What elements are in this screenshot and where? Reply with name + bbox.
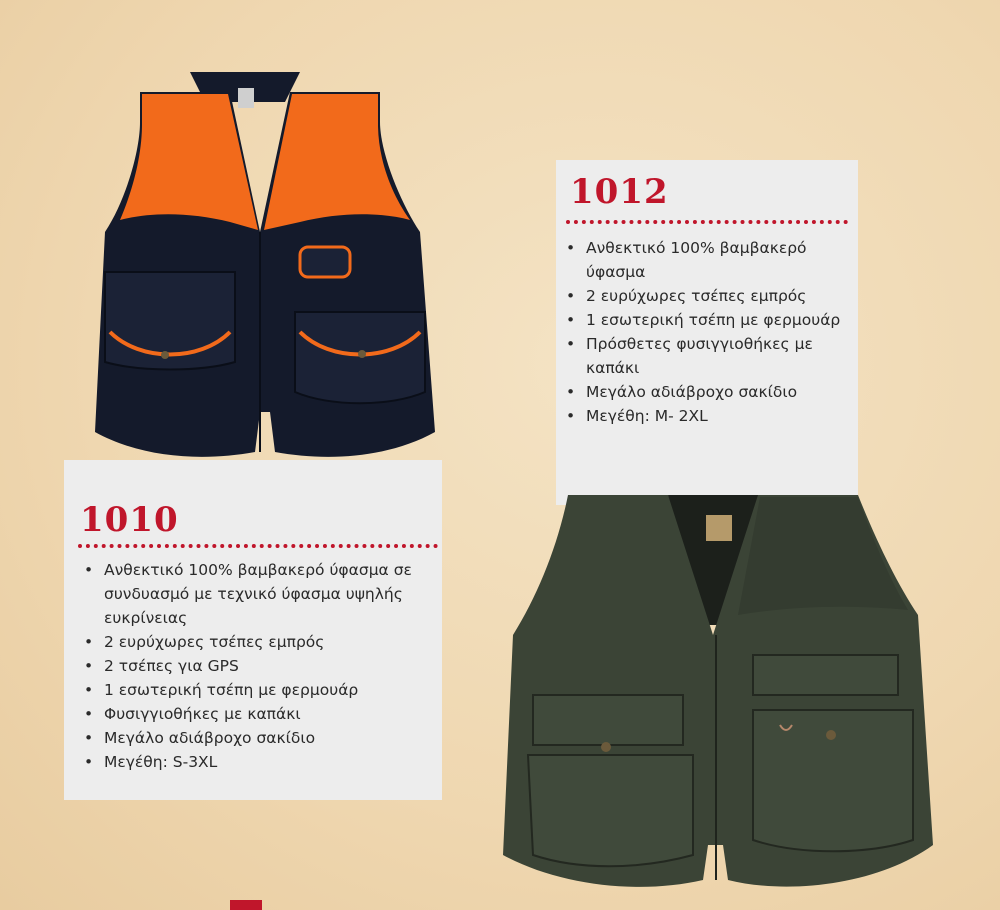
product-code: 1012 [570,172,669,212]
feature-list [82,558,430,774]
feature-list [564,236,844,428]
product-code: 1010 [80,500,179,540]
dotted-divider [78,544,438,548]
feature-item: • Πρόσθετες φυσιγγιοθήκες με καπάκι [564,332,844,380]
feature-item: • Ανθεκτικό 100% βαμβακερό ύφασμα [564,236,844,284]
feature-item: • Ανθεκτικό 100% βαμβακερό ύφασμα σε συνδυασμό με τεχνικό ύφασμα υψηλής ευκρίνειας [82,558,430,630]
feature-item: • 2 ευρύχωρες τσέπες εμπρός [82,630,430,654]
feature-item: • Μεγέθη: M- 2XL [564,404,844,428]
vest-image-1010 [80,62,460,472]
page-marker [230,900,262,910]
vest-image-1012 [498,485,938,900]
feature-item: • 2 ευρύχωρες τσέπες εμπρός [564,284,844,308]
feature-item: • Μεγάλο αδιάβροχο σακίδιο [564,380,844,404]
product-panel-1012 [556,160,858,505]
feature-item: • 2 τσέπες για GPS [82,654,430,678]
feature-item: • Μεγέθη: S-3XL [82,750,430,774]
feature-item: • 1 εσωτερική τσέπη με φερμουάρ [82,678,430,702]
product-panel-1010 [64,460,442,800]
feature-item: • Μεγάλο αδιάβροχο σακίδιο [82,726,430,750]
feature-item: • 1 εσωτερική τσέπη με φερμουάρ [564,308,844,332]
dotted-divider [566,220,848,224]
feature-item: • Φυσιγγιοθήκες με καπάκι [82,702,430,726]
